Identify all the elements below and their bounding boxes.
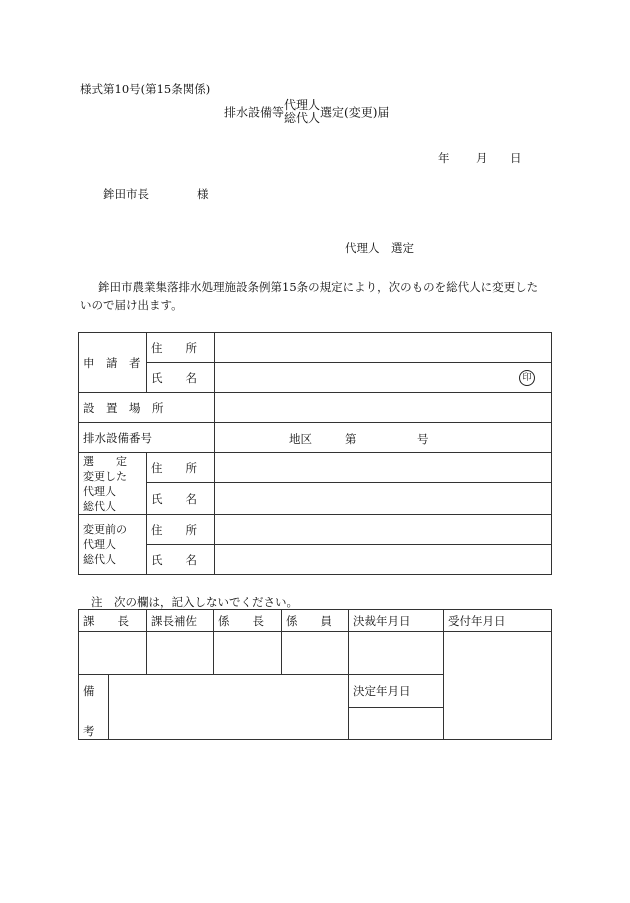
date-month: 月 xyxy=(476,151,488,165)
header-section-chief: 課 長 xyxy=(79,610,147,632)
header-unit-chief: 係 長 xyxy=(214,610,282,632)
header-staff: 係 員 xyxy=(282,610,349,632)
district-label: 地区 xyxy=(289,432,312,446)
cell-unit-chief[interactable] xyxy=(214,632,282,675)
previous-name-field[interactable] xyxy=(215,545,552,575)
previous-agent-label: 変更前の 代理人 総代人 xyxy=(79,515,147,575)
cell-deputy-chief[interactable] xyxy=(147,632,214,675)
cell-section-chief[interactable] xyxy=(79,632,147,675)
body-text-line1: 鉾田市農業集落排水処理施設条例第15条の規定により，次のものを総代人に変更した xyxy=(98,280,539,294)
cell-receipt-date[interactable] xyxy=(444,632,552,740)
date-year: 年 xyxy=(438,151,450,165)
remarks-label: 備 考 xyxy=(79,675,109,740)
signer-label: 代理人 選定 xyxy=(345,241,414,255)
applicant-name-label: 氏 名 xyxy=(147,363,215,393)
header-approval-date: 決裁年月日 xyxy=(349,610,444,632)
selected-name-field[interactable] xyxy=(215,483,552,515)
drain-number-field[interactable] xyxy=(215,423,552,453)
applicant-address-label: 住 所 xyxy=(147,333,215,363)
cell-approval-date[interactable] xyxy=(349,632,444,675)
title-prefix: 排水設備等 xyxy=(224,105,285,120)
previous-address-field[interactable] xyxy=(215,515,552,545)
applicant-label-cell: 申 請 者 xyxy=(79,333,147,393)
decision-date-field[interactable] xyxy=(349,707,444,740)
date-day: 日 xyxy=(510,151,522,165)
gou-label: 号 xyxy=(417,432,429,446)
addressee-name: 鉾田市長 xyxy=(103,187,149,201)
header-deputy-chief: 課長補佐 xyxy=(147,610,214,632)
drain-number-label: 排水設備番号 xyxy=(79,423,215,453)
remarks-field[interactable] xyxy=(109,675,349,740)
page-title xyxy=(224,99,389,125)
dai-label: 第 xyxy=(345,432,357,446)
office-note: 注 次の欄は，記入しないでください。 xyxy=(91,595,298,609)
title-stack-top: 代理人 xyxy=(284,98,321,112)
selected-address-label: 住 所 xyxy=(147,453,215,483)
title-suffix: 選定(変更)届 xyxy=(320,105,390,120)
selected-address-field[interactable] xyxy=(215,453,552,483)
install-location-label: 設 置 場 所 xyxy=(79,393,215,423)
decision-date-label: 決定年月日 xyxy=(349,675,444,708)
header-receipt-date: 受付年月日 xyxy=(444,610,552,632)
title-stack xyxy=(284,99,320,125)
addressee-honorific: 様 xyxy=(197,187,209,201)
selected-agent-label: 選 定 変更した 代理人 総代人 xyxy=(79,453,147,515)
previous-name-label: 氏 名 xyxy=(147,545,215,575)
install-location-field[interactable] xyxy=(215,393,552,423)
previous-address-label: 住 所 xyxy=(147,515,215,545)
form-number: 様式第10号(第15条関係) xyxy=(80,82,211,96)
applicant-name-field[interactable] xyxy=(215,363,552,393)
seal-mark: 印 xyxy=(519,370,535,386)
selected-name-label: 氏 名 xyxy=(147,483,215,515)
body-text-line2: いので届け出ます。 xyxy=(80,298,183,312)
main-table xyxy=(78,332,552,575)
office-table xyxy=(78,609,552,740)
applicant-address-field[interactable] xyxy=(215,333,552,363)
cell-staff[interactable] xyxy=(282,632,349,675)
title-stack-bottom: 総代人 xyxy=(284,111,321,125)
